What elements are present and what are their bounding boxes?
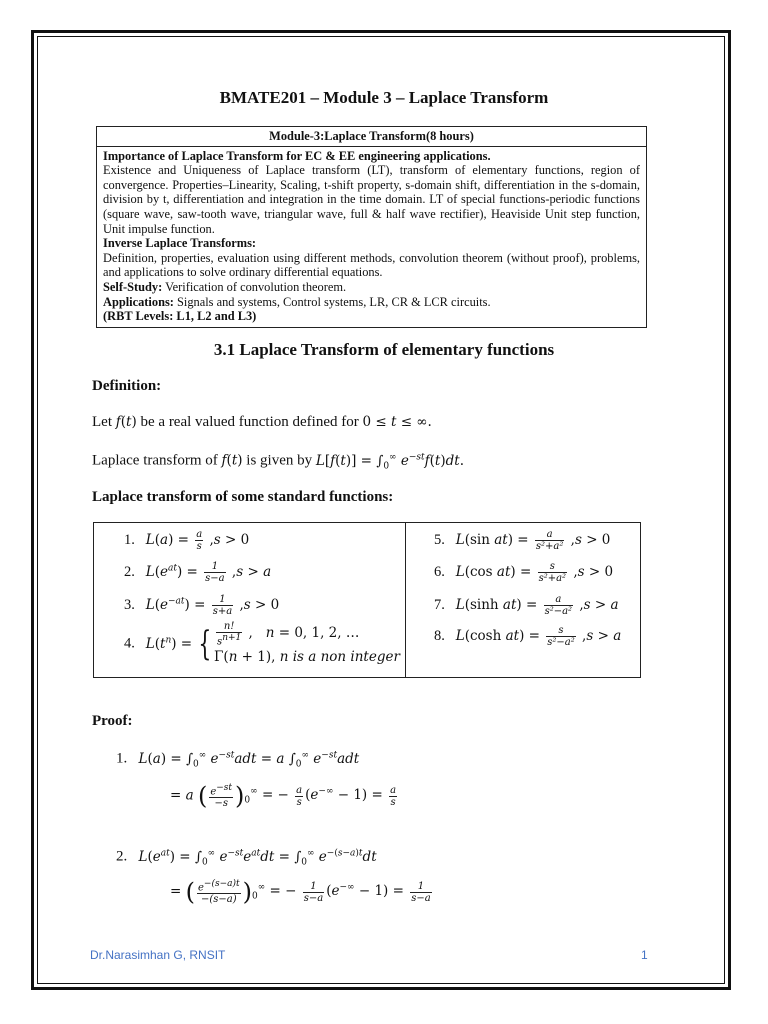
def1-pre: Let xyxy=(92,414,116,430)
document-title: BMATE201 – Module 3 – Laplace Transform xyxy=(219,88,549,107)
standard-functions-label: Laplace transform of some standard functions: xyxy=(92,489,394,505)
footer-page-number: 1 xyxy=(641,948,648,962)
proof-1-line-1: 1. $L(a) = \int_0^\infty$ $e^{-st}adt = a$ $\int_0^\infty$ $e^{-st}adt$ xyxy=(116,750,360,770)
syllabus-box xyxy=(96,126,647,328)
syllabus-importance: Importance of Laplace Transform for EC & EE engineering applications. xyxy=(103,148,491,163)
apps-text: Signals and systems, Control systems, LR, CR & LCR circuits. xyxy=(173,294,491,309)
formula-3: 3. $L(e^{-at})$ = $\frac{1}{s+a}$ ,s > 0 xyxy=(124,594,280,617)
formula-8: 8. L(cosh at) = $\frac{s}{\text{s²−a²}}$ ,s > a xyxy=(434,625,622,648)
definition-line-2: Laplace transform of f(t) is given by $L[f(t)] = \int_0^\infty$ $e^{-st}f(t)dt$. xyxy=(92,452,465,472)
footer-author: Dr.Narasimhan G, RNSIT xyxy=(90,948,226,962)
def1-mid: be a real valued function defined for xyxy=(136,414,363,430)
selfstudy-text: Verification of convolution theorem. xyxy=(162,279,347,294)
formula-5: 5. L(sin at) = $\frac{a}{\text{s²+a²}}$ ,s > 0 xyxy=(434,529,611,552)
section-title: 3.1 Laplace Transform of elementary functions xyxy=(213,340,555,359)
formula: f xyxy=(115,414,121,430)
def2-pre: Laplace transform of xyxy=(92,452,222,469)
syllabus-body1: Existence and Uniqueness of Laplace transform (LT), transform of elementary functions, region of convergence. Properties–Linearity, Scaling, t-shift property, s-domain shift, differentiation in the s-domain, division by t, differentiation and integration in the time domain. LT of special functions-periodic functions (square wave, saw-tooth wave, triangular wave, full & half wave rectifier), Heaviside Unit step function, Unit impulse function. xyxy=(103,163,640,236)
syllabus-rbt: (RBT Levels: L1, L2 and L3) xyxy=(103,309,257,324)
proof-1-line-2: = a ( $\frac{e^{-st}}{-s}$ )$_0^\infty$ = − $\frac{a}{s}$ (e−∞ − 1) = $\frac{a}{s}$ xyxy=(170,782,397,810)
syllabus-applications xyxy=(103,295,640,310)
table-divider xyxy=(405,523,406,677)
syllabus-body2: Definition, properties, evaluation using different methods, convolution theorem (without proof), problems, and applications to solve ordinary differential equations. xyxy=(103,250,640,280)
proof-2-line-2: = ( $\frac{e^{-(s-a)t}}{-(s-a)}$ )$_0^\infty$ = − $\frac{1}{s-a}$ (e−∞ − 1) = $\frac{1}{s-a}$ xyxy=(170,878,431,906)
formula-2: 2. $L(e^{at})$ = $\frac{1}{s-a}$ ,s > a xyxy=(124,561,272,584)
formula-4: 4. $L(t^n)$ = { $\frac{n!}{s^{n+1}}$ , n = 0, 1, 2, … Γ(n + 1), n is a non integer xyxy=(124,621,400,666)
proof-2-line-1: 2. $L(e^{at}) = \int_0^\infty$ $e^{-st}e^{at}dt = \int_0^\infty$ $e^{-(s-a)t}dt$ xyxy=(116,848,377,868)
proof-label: Proof: xyxy=(92,713,133,729)
definition-label: Definition: xyxy=(92,378,162,394)
standard-functions-table xyxy=(93,522,641,678)
formula-laplace-def: $L[f(t)] = \int_0^\infty$ $e^{-st}f(t)dt$. xyxy=(315,452,465,472)
syllabus-selfstudy xyxy=(103,280,640,295)
selfstudy-head: Self-Study: xyxy=(103,279,163,294)
formula-7: 7. L(sinh at) = $\frac{a}{\text{s²−a²}}$ ,s > a xyxy=(434,594,619,617)
syllabus-inverse-head: Inverse Laplace Transforms: xyxy=(103,236,257,251)
syllabus-header: Module-3:Laplace Transform(8 hours) xyxy=(97,127,646,147)
formula-range: 0 ≤ t ≤ ∞. xyxy=(362,414,432,430)
formula-1: 1. L(a) = $\frac{a}{s}$ ,s > 0 xyxy=(124,529,250,552)
def2-mid: is given by xyxy=(242,452,316,469)
apps-head: Applications: xyxy=(103,294,174,309)
definition-line-1: Let f(t) be a real valued function defined for 0 ≤ t ≤ ∞. xyxy=(92,414,432,430)
formula-6: 6. L(cos at) = $\frac{s}{\text{s²+a²}}$ ,s > 0 xyxy=(434,561,614,584)
